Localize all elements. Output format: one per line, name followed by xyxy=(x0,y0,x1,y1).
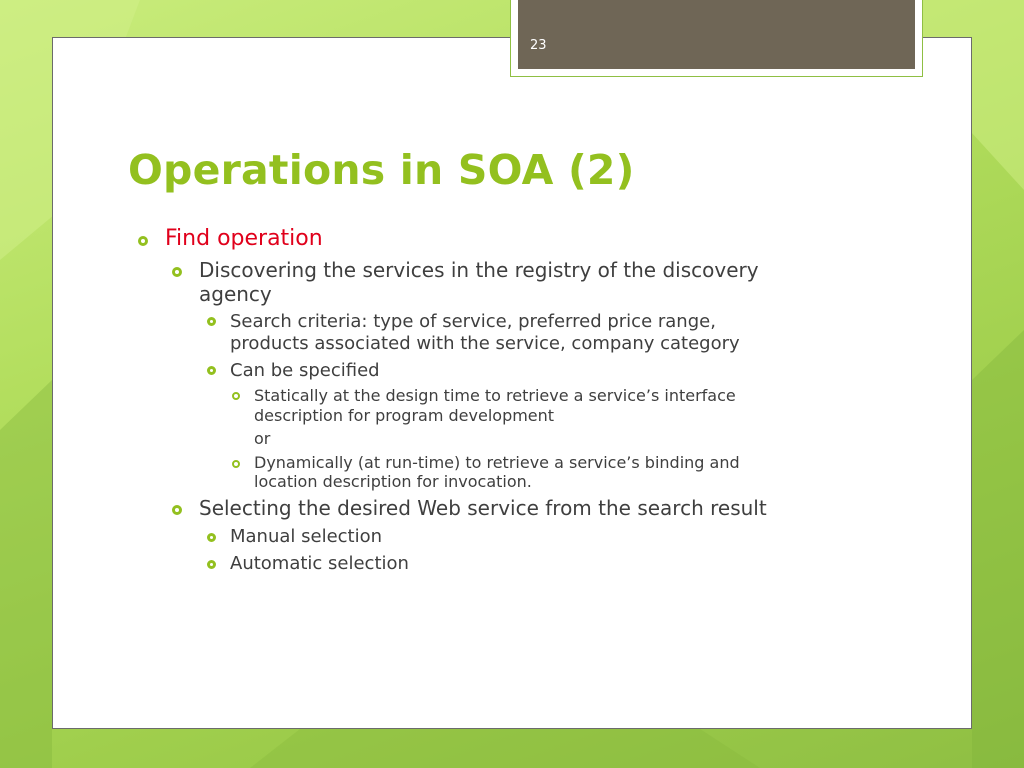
bullet-search-criteria-line1: Search criteria: type of service, preferred price range, xyxy=(230,311,716,332)
slide-title: Operations in SOA (2) xyxy=(128,146,635,194)
bullet-can-be-specified: Can be specified xyxy=(230,360,380,381)
bullet-statically-line2: description for program development xyxy=(254,406,555,425)
bullet-selecting: Selecting the desired Web service from the search result xyxy=(199,496,767,520)
slide-number-box xyxy=(518,0,915,69)
bullet-icon xyxy=(207,317,216,326)
bullet-find-operation: Find operation xyxy=(165,226,323,251)
bullet-dynamically-line1: Dynamically (at run-time) to retrieve a service’s binding and xyxy=(254,453,740,472)
bullet-discovering-line2: agency xyxy=(199,282,272,306)
bullet-discovering-line1: Discovering the services in the registry of the discovery xyxy=(199,258,759,282)
bullet-or: or xyxy=(254,429,271,448)
bullet-icon xyxy=(207,560,216,569)
slide-card xyxy=(52,37,972,729)
bullet-automatic-selection: Automatic selection xyxy=(230,553,409,574)
bullet-icon xyxy=(232,392,240,400)
bullet-icon xyxy=(207,366,216,375)
bullet-icon xyxy=(172,267,182,277)
slide-number: 23 xyxy=(530,38,547,53)
bullet-search-criteria-line2: products associated with the service, company category xyxy=(230,333,740,354)
bullet-icon xyxy=(232,460,240,468)
bullet-statically-line1: Statically at the design time to retrieve a service’s interface xyxy=(254,386,736,405)
bullet-dynamically-line2: location description for invocation. xyxy=(254,472,532,491)
bullet-icon xyxy=(138,236,148,246)
bullet-icon xyxy=(172,505,182,515)
bullet-icon xyxy=(207,533,216,542)
bullet-manual-selection: Manual selection xyxy=(230,526,383,547)
